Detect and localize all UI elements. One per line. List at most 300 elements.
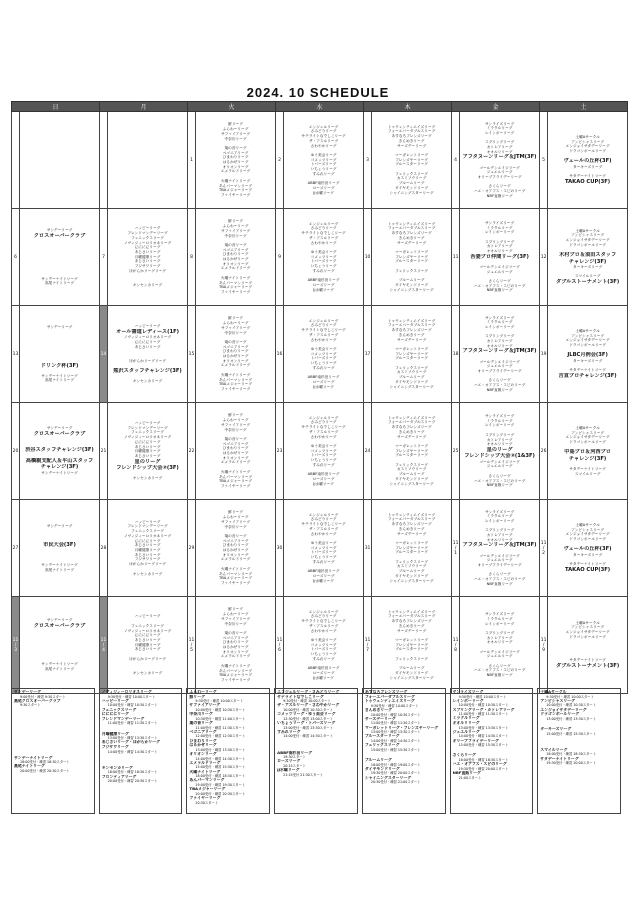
week-row (12, 403, 628, 500)
legend-league-name: 火曜ナイトリーグ (189, 769, 221, 774)
league-entry: さわやかリーグ (310, 531, 337, 536)
league-entry: フレンドマンデーリーグ (127, 231, 168, 236)
league-entry: サファイアリーグ (220, 422, 251, 427)
legend-box (99, 688, 183, 814)
league-entry: いちょうリーグ (310, 361, 337, 366)
day-number: 1 (188, 112, 196, 209)
league-entry: 月曜健康リーグ (134, 642, 161, 647)
league-entry: すみれリーグ (312, 171, 335, 176)
league-entry: 高尾ナイトリーグ (44, 666, 75, 671)
league-entry: あじさいリーグ (134, 647, 161, 652)
league-entry: フレンズヤーリーグ (395, 157, 428, 162)
legend-league-time: 14:00受付・練習 14:30スタート (195, 756, 246, 761)
legend-league-time: 18:00受付・練習 18:30スタート (195, 774, 246, 779)
league-entry: キンセンカリーグ (132, 476, 163, 481)
league-entry: エメラルドリーグ (220, 169, 251, 174)
league-entry: あんパーマンリーグ (218, 280, 253, 285)
day-number: 29 (188, 500, 196, 597)
legend-box (274, 688, 358, 814)
legend-league-time: 19:30スタート (283, 755, 306, 760)
day-events (548, 500, 628, 597)
league-entry: きんめきリーグ (398, 623, 425, 628)
legend-league-time: 20:00受付・練習 20:30スタート (107, 779, 158, 784)
league-entry: JJ水曜リーグ (313, 675, 334, 680)
league-entry: コメッツリーグ (310, 351, 337, 356)
day-events (196, 597, 276, 694)
league-entry: トパーズリーグ (310, 259, 337, 264)
league-entry: オリオンリーグ (222, 455, 249, 460)
league-entry: トパーズリーグ (310, 162, 337, 167)
league-entry: コメッツリーグ (310, 545, 337, 550)
league-entry: はるかぜリーグ (222, 645, 249, 649)
legend-league-time: 9:30スタート (20, 703, 41, 708)
day-events (284, 500, 364, 597)
league-entry: あじさいリーグ (134, 259, 161, 264)
day-events (372, 306, 452, 403)
day-events (108, 306, 188, 403)
day-number: 10 (364, 209, 372, 306)
legend-league-time: 9:00受付・練習 9:30スタート (20, 694, 66, 699)
league-entry: ジュエルリーグ (486, 269, 513, 274)
league-entry: NBF直販リーグ (486, 387, 513, 392)
legend-league-name: コメッツリーグ・ゆう美会リーグ (277, 712, 336, 717)
league-entry: フェリックスリーグ (395, 268, 428, 273)
legend-league-name: フォーエバーダブルスリーグ (364, 694, 415, 699)
league-entry: NBF直販リーグ (486, 193, 513, 198)
league-entry: ブルームリーグ (398, 375, 425, 380)
league-entry: ローズリーグ (312, 282, 335, 287)
league-entry: ジュエルリーグ (486, 464, 513, 469)
league-entry: ベゴニアリーグ (222, 441, 249, 446)
league-entry: さみどりリーグ (310, 517, 337, 522)
league-entry: 葉の音リーグ (224, 339, 247, 344)
day-number (100, 112, 108, 209)
league-entry: ひまわりリーグ (222, 446, 249, 451)
league-entry: さくらリーグ (488, 184, 511, 189)
special-event: ヴェールの丘杯(3F) (563, 546, 612, 553)
league-entry: ににににリーグ (134, 439, 161, 444)
legend-league-name: 高尾ナイトリーグ (14, 764, 45, 769)
league-entry: フォーエバーダブルスリーグ (387, 129, 436, 134)
day-events (108, 403, 188, 500)
league-entry: 葉の音リーグ (224, 436, 247, 441)
league-entry: NBF直販リーグ (486, 483, 513, 488)
special-event: チャレンジ(3F) (568, 258, 607, 265)
league-entry: ダイヤモンドリーグ (395, 379, 429, 384)
day-number: 11 / 8 (452, 597, 460, 694)
league-entry: シャイニングスターリーグ (389, 481, 434, 486)
league-entry: ゴールデンエイジリーグ (479, 165, 520, 170)
league-entry: 鮮リーグ (228, 510, 243, 515)
league-entry: いちょうリーグ (310, 458, 337, 463)
day-number: 7 (100, 209, 108, 306)
legend-league-name: さくらリーグ (452, 753, 476, 758)
weekday-header-row (12, 102, 628, 112)
league-entry: ジュエルリーグ (486, 170, 513, 175)
legend-league-time: 9:30受付・練習 10:00スタート (546, 694, 594, 699)
league-entry: さくらリーグ (488, 378, 511, 383)
day-events (372, 500, 452, 597)
day-events (372, 403, 452, 500)
day-number: 23 (276, 403, 284, 500)
legend-league-name: 鮮リーグ (189, 694, 205, 699)
league-entry: 土曜Aサークル (575, 425, 600, 430)
day-events (20, 597, 100, 694)
league-entry: ザ・アスルリーグ (308, 235, 339, 240)
league-entry: エメラルドリーグ (220, 266, 251, 271)
legend-league-time: 9:30受付・練習 10:00スタート (458, 694, 507, 699)
league-entry: トパーズリーグ (310, 453, 337, 458)
day-number: 13 (12, 306, 20, 403)
league-entry: オオルリリーグ (486, 343, 513, 348)
league-entry: JJ水曜リーグ (313, 578, 334, 583)
league-entry: きんめきリーグ (398, 526, 425, 531)
legend-box (186, 688, 270, 814)
special-event: フレンドシップ大会②(3F) (116, 465, 179, 472)
league-entry: フォーエバーダブルスリーグ (387, 420, 436, 425)
league-entry: シャイニングスターリーグ (389, 675, 434, 680)
legend-league-name: ににににリーグ (101, 712, 129, 717)
league-entry: 土曜Aサークル (575, 620, 600, 625)
legend-league-name: サテライトなでしこリーグ (277, 694, 324, 699)
day-events (372, 597, 452, 694)
day-events (460, 112, 540, 209)
day-number: 11 / 4 (100, 597, 108, 694)
legend-league-time: 9:30受付・練習 10:00スタート (107, 694, 156, 699)
day-number: 11 / 6 (276, 597, 284, 694)
league-entry: エンジョイサタデーリーグ (565, 435, 610, 440)
day-number: 11 / 7 (364, 597, 372, 694)
league-entry: コメッツリーグ (310, 157, 337, 162)
league-entry: 月曜健康リーグ (134, 449, 161, 454)
league-entry: ABBF南杉田リーグ (307, 472, 340, 477)
league-entry: サタデーナイトリーグ (569, 562, 606, 567)
league-entry: あじさいリーグ (134, 454, 161, 458)
day-number: 4 (452, 112, 460, 209)
league-entry: NBF直販リーグ (486, 581, 513, 586)
legend-league-name: ベゴニアリーグ (189, 729, 217, 734)
league-entry: さわやかリーグ (310, 337, 337, 342)
league-entry: 中奈川リーグ (224, 621, 247, 626)
league-entry: アンビシャスリーグ (571, 527, 605, 532)
day-events (460, 500, 540, 597)
league-entry: オオルリリーグ (486, 442, 513, 447)
legend-league-time: 20:00受付・練習 20:30スタート (195, 791, 246, 796)
league-entry: オリーブフライデーリーグ (477, 368, 522, 373)
special-event: アフタヌーンリーグ＆JTM(3F) (462, 348, 537, 355)
league-entry: さわやかリーグ (310, 240, 337, 245)
legend-league-name: いちょうリーグ・トパーズリーグ (277, 720, 336, 725)
league-entry: キンセンカリーグ (132, 670, 163, 675)
league-entry: レインボーリーグ (484, 518, 515, 523)
league-entry: きんめきリーグ (398, 429, 425, 434)
league-entry: ふらわーリーグ (222, 224, 249, 229)
legend-box (11, 688, 95, 814)
league-entry: サンデーリーグ (46, 324, 73, 329)
legend-league-name: オオルリリーグ (452, 720, 480, 725)
day-number: 2 (276, 112, 284, 209)
league-entry: ダイヤモンドリーグ (395, 185, 429, 190)
league-entry: ふらわーリーグ (222, 612, 249, 617)
legend-league-time: 15:00受付・練習 15:30スタート (195, 765, 246, 770)
league-entry: さみどりリーグ (310, 323, 337, 328)
legend-league-time: 10:00受付・練習 10:30スタート (283, 707, 333, 712)
weekday-header: 月 (100, 102, 188, 112)
special-event: アフタヌーンリーグ＆JTM(3F) (462, 542, 537, 549)
league-entry: ドラゴンボールリーグ (569, 148, 606, 153)
league-entry: スプリングリーグ (484, 334, 515, 339)
league-entry: 火曜ナイトリーグ (220, 566, 251, 571)
legend-league-time: 13:00受付・練習 13:30スタート (283, 725, 333, 730)
day-events (20, 112, 100, 209)
league-entry: JJ水曜リーグ (313, 190, 334, 195)
legend-league-time: 20:30受付・練習 21:00スタート (370, 780, 421, 785)
league-entry: レインボーリーグ (484, 130, 515, 135)
league-entry: サタデーナイトリーグ (569, 368, 606, 373)
league-entry: ゆう美会リーグ (310, 540, 337, 545)
league-entry: サンデーリーグ (46, 523, 73, 528)
legend-league-name: ザ・アスルリーグ・さわやかリーグ (277, 703, 340, 708)
legend-league-name: ひまわりリーグ (189, 738, 217, 743)
legend-league-name: 土曜Aサークル (540, 690, 567, 694)
league-entry: ゆう美会リーグ (310, 346, 337, 351)
legend-league-name: ブルームリーグ (364, 757, 392, 762)
legend-league-time: 12:30受付・練習 13:00スタート (283, 716, 333, 721)
league-entry: キンセンカリーグ (132, 379, 163, 384)
league-entry: サンライズリーグ (485, 315, 515, 320)
league-entry: あじさいリーグ (134, 637, 161, 642)
day-number: 17 (364, 306, 372, 403)
league-entry: カスミソウリーグ (396, 564, 427, 569)
league-entry: フォーエバーダブルスリーグ (387, 517, 436, 522)
league-entry: サテライトなでしこリーグ (301, 522, 346, 527)
league-entry: ひまわりリーグ (222, 155, 249, 160)
legend-league-time: 14:00受付・練習 14:30スタート (370, 738, 421, 743)
league-entry: オリオンリーグ (222, 358, 249, 363)
league-entry: サンライズリーグ (485, 612, 515, 617)
league-entry: はるかぜリーグ (222, 160, 249, 164)
league-entry: トゥウェンティエイズリーグ (387, 415, 436, 420)
league-entry: サファイアリーグ (220, 228, 251, 233)
day-events (108, 500, 188, 597)
legend-league-name: スマイルリーグ (540, 747, 568, 752)
league-entry: ハッピーリーグ (134, 324, 161, 329)
league-entry: 火曜ナイトリーグ (220, 275, 251, 280)
league-entry: ブルームリーグ (398, 666, 425, 671)
legend-league-name: マーガレットリーグ・フレンズヤーリーグ (364, 725, 439, 730)
league-entry: エンジェルリーグ (308, 318, 339, 323)
league-entry: TBAメジャーリーグ (219, 285, 253, 290)
legend-league-time: 10:30受付・練習 11:00スタート (195, 716, 246, 721)
league-entry: フェリックスリーグ (395, 559, 428, 564)
league-entry: 鮮リーグ (228, 219, 243, 224)
day-events (460, 306, 540, 403)
league-entry: サンデーナイトリーグ (41, 276, 78, 281)
league-entry: ダイヤモンドリーグ (395, 670, 429, 675)
league-entry: ハッピーリーグ (134, 421, 161, 426)
league-entry: あんパーマンリーグ (218, 571, 253, 576)
league-entry: 鮮リーグ (228, 122, 243, 127)
league-entry: ドラゴンボールリーグ (569, 634, 606, 639)
weekday-header: 金 (452, 102, 540, 112)
day-events (196, 306, 276, 403)
league-entry: エンジェルリーグ (308, 124, 339, 129)
league-entry: 火曜ナイトリーグ (220, 663, 251, 668)
legend-league-time: 11:00受付・練習 11:30スタート (195, 725, 246, 730)
league-entry: マーガレットリーグ (395, 540, 429, 545)
weekday-header: 水 (276, 102, 364, 112)
day-number: 3 (364, 112, 372, 209)
day-number: 11 / 3 (12, 597, 20, 694)
league-entry: あじさいリーグ (134, 543, 161, 548)
league-entry: サンデーナイトリーグ (41, 470, 78, 475)
legend-league-time: 13:00受付・練習 13:30スタート (107, 736, 158, 741)
league-entry: 葉の音リーグ (224, 533, 247, 538)
league-entry: ターキーズリーグ (572, 264, 603, 269)
league-entry: サンデーリーグ (46, 426, 73, 431)
legend-league-time: 20:15スタート (283, 763, 306, 768)
league-entry: すみれリーグ (312, 559, 335, 564)
league-entry: トゥウェンティエイズリーグ (387, 512, 436, 517)
league-entry: ノヴィジィーロリオネリーグ (123, 533, 172, 538)
legend-league-time: 9:30受付・練習 10:00スタート (283, 699, 331, 704)
league-entry: ゆう美会リーグ (310, 249, 337, 254)
league-entry: ブルースターリーグ (395, 162, 428, 167)
league-entry: キンセンカリーグ (132, 282, 163, 287)
league-entry: コメッツリーグ (310, 254, 337, 259)
league-entry: サファイアリーグ (220, 616, 251, 621)
league-entry: TBAメジャーリーグ (219, 576, 253, 581)
legend-league-name: レインボーリーグ (452, 698, 484, 703)
league-entry: ゆう美会リーグ (310, 443, 337, 448)
league-entry: TBAメジャーリーグ (219, 479, 253, 484)
league-entry: ジュエルリーグ (486, 654, 513, 659)
legend-league-name: スプリングリーグ・カトレアリーグ (452, 707, 515, 712)
league-entry: ブルースターリーグ (395, 647, 428, 652)
legend-league-name: フジサワリーグ (101, 744, 129, 749)
day-events (108, 112, 188, 209)
league-entry: カトレアリーグ (486, 339, 513, 344)
legend-league-name: あすなろフレンズリーグ (364, 690, 408, 694)
league-entry: さくらリーグ (488, 572, 511, 577)
day-events (460, 597, 540, 694)
league-entry: ノヴィジィーロリオネリーグ (123, 435, 172, 440)
league-entry: フレンズヤーリーグ (395, 545, 428, 550)
legend-league-name: フレンドマンデーリーグ (101, 716, 145, 721)
league-entry: サーズデーリーグ (396, 628, 427, 633)
league-entry: フジサワリーグ (134, 264, 161, 269)
league-entry: さくらリーグ (488, 278, 511, 283)
league-entry: すみれリーグ (312, 365, 335, 370)
day-events (196, 112, 276, 209)
legend-league-time: 15:00受付・練習 15:30スタート (546, 731, 597, 736)
legend-league-time: 11:00受付・練習 11:30スタート (458, 712, 509, 717)
league-entry: きんめきリーグ (398, 138, 425, 143)
league-entry: ABBF南杉田リーグ (307, 569, 340, 574)
league-entry: フレンズヤーリーグ (395, 642, 428, 647)
special-event: 吉直プロチャレンジ(3F) (558, 372, 617, 379)
day-number (12, 112, 20, 209)
legend-league-name: オリーブフライデーリーグ (452, 738, 499, 743)
league-entry: トパーズリーグ (310, 550, 337, 555)
league-entry: サテライトなでしこリーグ (301, 425, 346, 430)
league-entry: ハエ・オアフス・スピのリーグ (473, 668, 526, 673)
legend-league-time: 18:00受付・練習 18:30スタート (458, 757, 509, 762)
league-entry: ザ・アスルリーグ (308, 332, 339, 337)
league-entry: ハッピーリーグ (134, 519, 161, 524)
special-event: オール書道レディース(1F) (116, 328, 180, 335)
league-entry: キンセンカリーグ (132, 571, 163, 576)
legend-league-time: 10:00受付・練習 10:30スタート (458, 703, 509, 708)
legend-league-name: ノヴィジィーロリオネリーグ (101, 690, 152, 694)
league-entry: 火曜ナイトリーグ (220, 469, 251, 474)
league-entry: フォーエバーダブルスリーグ (387, 614, 436, 619)
special-event: TAKAO CUP(3F) (565, 566, 611, 573)
league-entry: オリオンリーグ (222, 552, 249, 557)
legend-league-name: 月曜健康リーグ (101, 731, 129, 736)
special-event: クロスオーバークラブ (33, 232, 86, 239)
league-entry: 中奈川リーグ (224, 330, 247, 335)
league-entry: ミラクルリーグ (486, 320, 513, 325)
league-entry: アンビシャスリーグ (571, 233, 605, 238)
legend-league-time: 18:00受付・練習 18:30スタート (546, 752, 597, 757)
league-entry: さみどりリーグ (310, 129, 337, 134)
day-events (20, 500, 100, 597)
league-entry: サンデーリーグ (46, 618, 73, 623)
league-entry: スプリングリーグ (484, 432, 515, 437)
weekday-header: 木 (364, 102, 452, 112)
special-event: 渋谷スタッフチャレンジ(3F) (25, 446, 94, 453)
legend-league-time: 13:00受付・練習 13:30スタート (370, 730, 421, 735)
league-entry: ローズリーグ (312, 379, 335, 384)
league-entry: サテライトなでしこリーグ (301, 328, 346, 333)
week-row (12, 597, 628, 694)
special-event: ダブルストーナメント(3F) (556, 662, 620, 669)
league-entry: シャイニングスターリーグ (389, 578, 434, 583)
league-entry: レインボーリーグ (484, 230, 515, 235)
league-entry: ローズリーグ (312, 573, 335, 578)
league-entry: ABBF南杉田リーグ (307, 666, 340, 671)
league-entry: ブルームリーグ (398, 278, 425, 283)
legend-league-time: 14:00受付・練習 14:30スタート (283, 734, 333, 739)
league-entry: サーズデーリーグ (396, 143, 427, 148)
league-entry: ミラクルリーグ (486, 225, 513, 230)
league-entry: ジュエルリーグ (486, 364, 513, 369)
day-events (196, 500, 276, 597)
league-entry: エメラルドリーグ (220, 557, 251, 562)
league-entry: サタデーナイトリーグ (569, 658, 606, 663)
legend-league-name: ABBF南杉田リーグ (277, 750, 313, 755)
day-number: 31 (364, 500, 372, 597)
league-entry: ドラゴンボールリーグ (569, 439, 606, 444)
league-entry: ベゴニアリーグ (222, 635, 249, 640)
special-event: 熊沢スタッフチャレンジ(3F) (113, 368, 182, 375)
league-entry: ノヴィジィーロリオネリーグ (123, 628, 172, 633)
day-events (284, 306, 364, 403)
legend-league-time: 10:00受付・練習 10:30スタート (107, 703, 158, 708)
league-entry: スプリングリーグ (484, 140, 515, 145)
day-events (548, 209, 628, 306)
league-entry: ハッピーリーグ (134, 614, 161, 619)
league-entry: マーガレットリーグ (395, 152, 429, 157)
legend-league-name: ファイヤーリーグ (189, 795, 221, 800)
league-entry: トゥウェンティエイズリーグ (387, 221, 436, 226)
legend-league-time: 14:00受付・練習 14:30スタート (107, 749, 158, 754)
league-entry: エンジェルリーグ (308, 221, 339, 226)
legend-league-name: きんめきリーグ (364, 707, 393, 712)
league-entry: サンデーナイトリーグ (41, 562, 78, 567)
league-entry: ミラクルリーグ (486, 514, 513, 519)
